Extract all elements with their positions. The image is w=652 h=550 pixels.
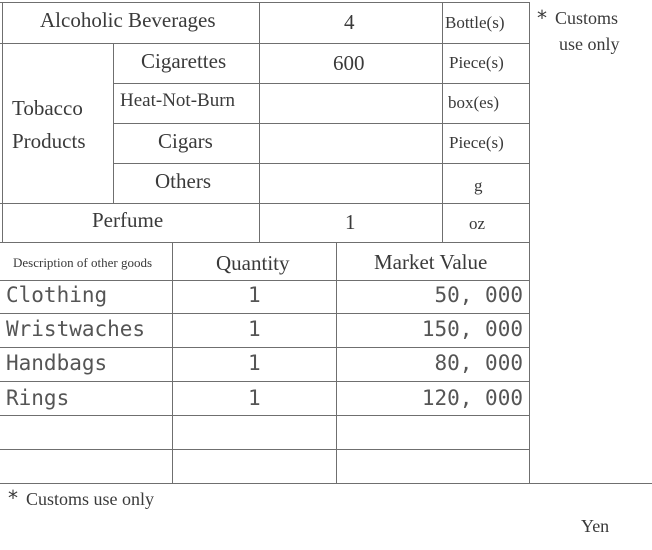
goods-row-4-description: Rings	[6, 386, 70, 410]
grid-line	[0, 483, 652, 484]
goods-row-1-quantity: 1	[248, 283, 261, 307]
grid-line	[0, 203, 529, 204]
customs-asterisk-bottom-icon: *	[8, 486, 18, 510]
grid-line	[0, 280, 529, 281]
grid-line	[529, 2, 530, 483]
goods-row-3-description: Handbags	[6, 351, 108, 375]
grid-line	[172, 242, 173, 483]
goods-row-4-quantity: 1	[248, 386, 261, 410]
grid-line	[113, 123, 529, 124]
goods-row-3-quantity: 1	[248, 351, 261, 375]
alcohol-label: Alcoholic Beverages	[40, 8, 216, 32]
cigars-unit: Piece(s)	[449, 133, 504, 152]
grid-line	[0, 449, 529, 450]
header-quantity: Quantity	[216, 251, 290, 275]
tobacco-group-label-line1: Tobacco	[12, 96, 83, 120]
perfume-amount: 1	[345, 210, 356, 234]
grid-line	[0, 242, 529, 243]
grid-line	[2, 2, 3, 242]
goods-row-3-value: 80, 000	[434, 351, 523, 375]
grid-line	[113, 163, 529, 164]
perfume-label: Perfume	[92, 208, 164, 232]
cigarettes-amount: 600	[333, 51, 365, 75]
perfume-unit: oz	[469, 214, 486, 233]
grid-line	[0, 347, 529, 348]
grid-line	[259, 2, 260, 242]
alcohol-amount: 4	[344, 10, 355, 34]
goods-row-1-value: 50, 000	[434, 283, 523, 307]
others-label: Others	[155, 169, 211, 193]
cigarettes-label: Cigarettes	[141, 49, 227, 73]
header-market-value: Market Value	[374, 250, 488, 274]
goods-row-1-description: Clothing	[6, 283, 108, 307]
grid-line	[0, 381, 529, 382]
goods-row-2-value: 150, 000	[421, 317, 523, 341]
cigarettes-unit: Piece(s)	[449, 53, 504, 72]
customs-note-top-line2: use only	[559, 34, 620, 54]
grid-line	[0, 2, 529, 3]
grid-line	[113, 43, 114, 203]
alcohol-unit: Bottle(s)	[445, 13, 505, 32]
goods-row-2-quantity: 1	[248, 317, 261, 341]
goods-row-2-description: Wristwaches	[6, 317, 146, 341]
grid-line	[0, 415, 529, 416]
currency-label: Yen	[581, 516, 610, 536]
grid-line	[113, 83, 529, 84]
tobacco-group-label-line2: Products	[12, 129, 86, 153]
customs-asterisk-icon: *	[537, 6, 547, 30]
grid-line	[336, 242, 337, 483]
heat-not-burn-unit: box(es)	[448, 93, 499, 112]
goods-row-4-value: 120, 000	[421, 386, 523, 410]
header-description: Description of other goods	[13, 255, 153, 270]
grid-line	[0, 313, 529, 314]
heat-not-burn-label: Heat-Not-Burn	[120, 90, 236, 111]
others-unit: g	[474, 176, 483, 195]
grid-line	[0, 43, 529, 44]
customs-note-top-line1: Customs	[555, 8, 619, 28]
cigars-label: Cigars	[158, 129, 213, 153]
grid-line	[442, 2, 443, 242]
customs-note-bottom: Customs use only	[26, 489, 155, 509]
